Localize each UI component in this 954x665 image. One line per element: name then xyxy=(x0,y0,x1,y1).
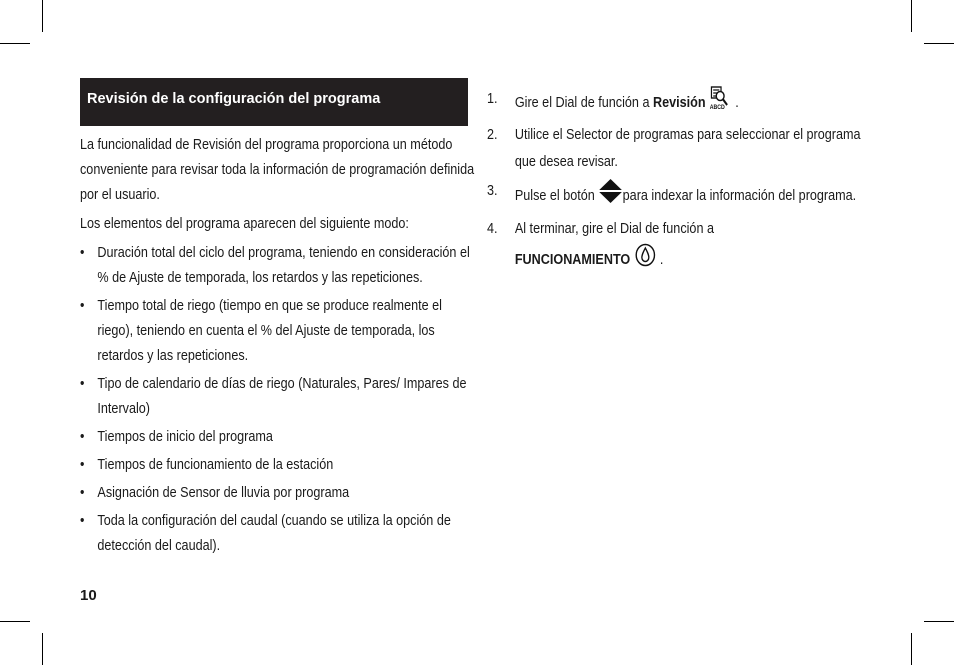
list-item xyxy=(80,294,475,369)
list-item-text: Tiempos de inicio del programa xyxy=(97,429,273,445)
list-item-text: Toda la configuración del caudal (cuando se utiliza la opción de detección del caudal). xyxy=(97,513,451,554)
step-text: Utilice el Selector de programas para seleccionar el programa que desea revisar. xyxy=(514,127,861,170)
section-header xyxy=(80,78,468,126)
step-text: Al terminar, gire el Dial de función a xyxy=(514,221,714,237)
list-item-text: Asignación de Sensor de lluvia por programa xyxy=(97,485,350,501)
step-number: 2. xyxy=(487,127,498,143)
step-2 xyxy=(487,122,861,176)
step-1 xyxy=(487,86,861,120)
program-elements-list xyxy=(80,241,475,559)
list-item-text: Tiempos de funcionamiento de la estación xyxy=(97,457,334,473)
review-label: Revisión xyxy=(652,94,706,111)
review-dial-icon xyxy=(709,86,732,120)
crop-mark xyxy=(42,633,43,665)
section-title: Revisión de la configuración del programa xyxy=(87,91,381,107)
list-item xyxy=(80,425,475,450)
step-text: para indexar la información del programa. xyxy=(622,187,857,204)
crop-mark xyxy=(911,633,912,665)
bullet: • xyxy=(80,457,85,473)
step-text: Pulse el botón xyxy=(514,187,599,204)
bullet: • xyxy=(80,245,85,261)
run-label: FUNCIONAMIENTO xyxy=(514,251,631,268)
water-drop-dial-icon xyxy=(634,243,657,277)
page-number: 10 xyxy=(80,587,97,604)
step-text: Gire el Dial de función a xyxy=(514,94,653,111)
step-number: 4. xyxy=(487,221,498,237)
bullet: • xyxy=(80,376,85,392)
bullet: • xyxy=(80,429,85,445)
step-number: 1. xyxy=(487,91,498,107)
steps-list xyxy=(487,86,861,277)
crop-mark xyxy=(42,0,43,32)
left-column xyxy=(80,133,475,562)
step-text: . xyxy=(731,94,739,111)
bullet: • xyxy=(80,513,85,529)
list-item xyxy=(80,481,475,506)
intro-paragraph: La funcionalidad de Revisión del programa proporciona un método conveniente para revisar toda la información de programación definida por el usuario. xyxy=(80,137,475,203)
list-item xyxy=(80,453,475,478)
step-number: 3. xyxy=(487,183,498,199)
right-column xyxy=(487,86,861,279)
list-item xyxy=(80,372,475,422)
list-item xyxy=(80,509,475,559)
list-item xyxy=(80,241,475,291)
step-3 xyxy=(487,178,861,214)
intro-paragraph: Los elementos del programa aparecen del siguiente modo: xyxy=(80,216,409,232)
step-4 xyxy=(487,216,861,277)
crop-mark xyxy=(0,621,30,622)
bullet: • xyxy=(80,298,85,314)
crop-mark xyxy=(0,43,30,44)
list-item-text: Tiempo total de riego (tiempo en que se produce realmente el riego), teniendo en cuenta el % del Ajuste de temporada, los retardos y las repeticiones. xyxy=(97,298,442,364)
bullet: • xyxy=(80,485,85,501)
crop-mark xyxy=(924,43,954,44)
step-text: . xyxy=(656,251,664,268)
list-item-text: Tipo de calendario de días de riego (Naturales, Pares/ Impares de Intervalo) xyxy=(97,376,467,417)
list-item-text: Duración total del ciclo del programa, teniendo en consideración el % de Ajuste de temporada, los retardos y las repeticiones. xyxy=(97,245,470,286)
up-down-arrow-button-icon xyxy=(598,178,622,214)
crop-mark xyxy=(924,621,954,622)
crop-mark xyxy=(911,0,912,32)
review-icon-label: ABCD xyxy=(709,104,725,110)
